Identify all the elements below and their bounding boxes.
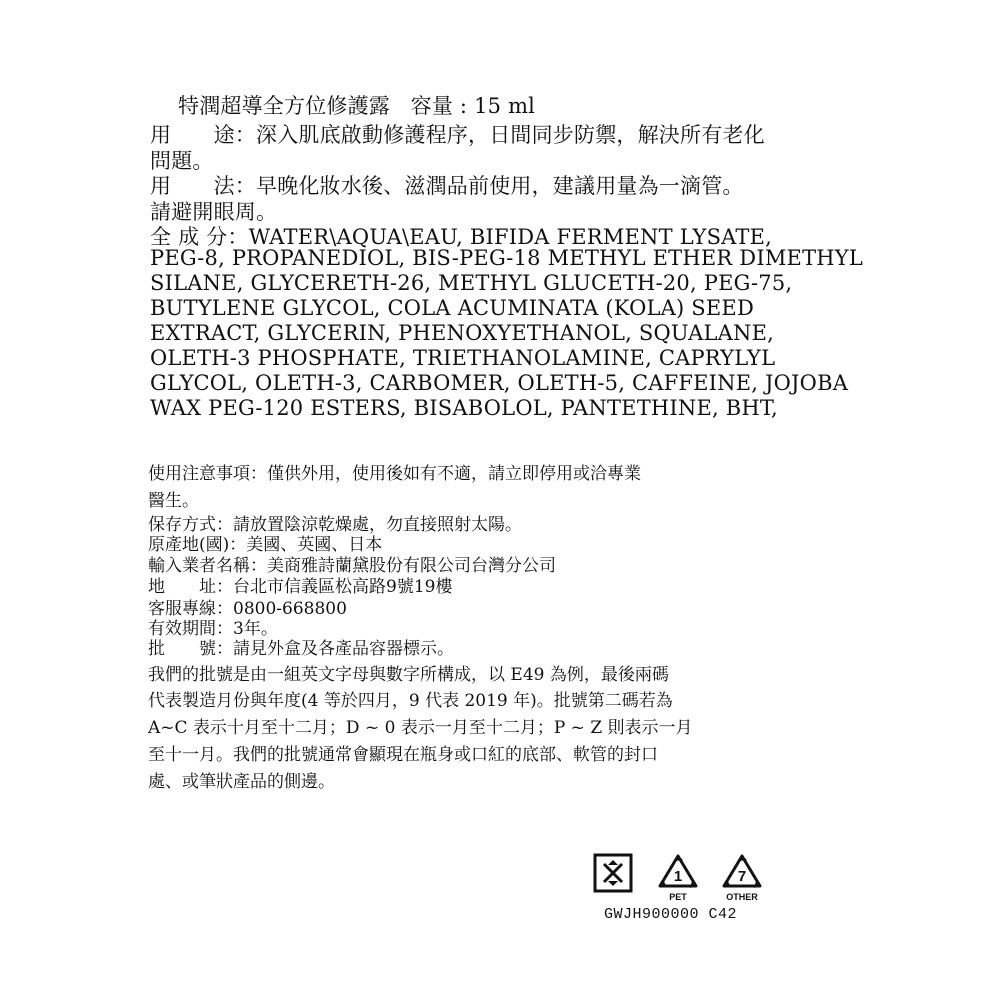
hotline-line: 客服專線：0800-668800 (148, 599, 347, 619)
usage-text: 深入肌底啟動修護程序，日間同步防禦，解決所有老化 (256, 123, 765, 147)
batch-explanation-line-4: 至十一月。我們的批號通常會顯現在瓶身或口紅的底部、軟管的封口 (148, 745, 658, 765)
capacity: 容量 : 15 ml (410, 94, 536, 118)
recycle-other-number: 7 (737, 868, 747, 885)
ingredients-line-6: OLETH-3 PHOSPHATE, TRIETHANOLAMINE, CAPRYLYL (150, 346, 776, 370)
ingredients-line-2: PEG-8, PROPANEDIOL, BIS-PEG-18 METHYL ETHER DIMETHYL (150, 246, 863, 270)
batch-line: 批 號：請見外盒及各產品容器標示。 (148, 639, 454, 659)
ingredients-label: 全 成 分： (150, 225, 249, 249)
recycle-pet-number: 1 (673, 868, 683, 885)
product-title-line (178, 90, 535, 120)
usage-label: 用 途： (150, 123, 256, 147)
ingredients-line-4: BUTYLENE GLYCOL, COLA ACUMINATA (KOLA) SEED (150, 296, 754, 320)
ingredients-line-8: WAX PEG-120 ESTERS, BISABOLOL, PANTETHINE, BHT, (150, 396, 778, 420)
product-name: 特潤超導全方位修護露 (178, 94, 390, 118)
method-line-2: 請避開眼周。 (150, 200, 278, 224)
method-label: 用 法： (150, 174, 256, 198)
batch-explanation-line-3: A~C 表示十月至十二月；D ~ 0 表示一月至十二月；P ~ Z 則表示一月 (148, 718, 693, 738)
ingredients-line-5: EXTRACT, GLYCERIN, PHENOXYETHANOL, SQUALANE, (150, 321, 774, 345)
origin-line: 原產地(國)：美國、英國、日本 (148, 535, 383, 555)
method-text: 早晚化妝水後、滋潤品前使用，建議用量為一滴管。 (256, 174, 744, 198)
batch-explanation-line-2: 代表製造月份與年度(4 等於四月，9 代表 2019 年)。批號第二碼若為 (148, 691, 673, 711)
recycle-box-icon (592, 852, 634, 894)
batch-explanation-line-5: 處、或筆狀產品的側邊。 (148, 772, 335, 792)
product-code: GWJH900000 C42 (604, 906, 738, 923)
shelf-life-line: 有效期間：3年。 (148, 619, 278, 639)
recycle-other-caption: OTHER (726, 892, 758, 902)
storage-line: 保存方式：請放置陰涼乾燥處，勿直接照射太陽。 (148, 515, 522, 535)
ingredients-line-7: GLYCOL, OLETH-3, CARBOMER, OLETH-5, CAFFEINE, JOJOBA (150, 371, 849, 395)
ingredients-text: WATER\AQUA\EAU, BIFIDA FERMENT LYSATE, (248, 225, 772, 249)
batch-explanation-line-1: 我們的批號是由一組英文字母與數字所構成，以 E49 為例，最後兩碼 (148, 665, 669, 685)
cautions-line-2: 醫生。 (148, 491, 199, 511)
usage-line-2: 問題。 (150, 149, 214, 173)
usage-line-1 (150, 119, 765, 149)
cautions-line-1: 使用注意事項：僅供外用，使用後如有不適，請立即停用或洽專業 (148, 464, 641, 484)
recycle-pet-icon (656, 852, 700, 902)
ingredients-line-3: SILANE, GLYCERETH-26, METHYL GLUCETH-20, PEG-75, (150, 271, 793, 295)
recycle-other-icon (720, 852, 764, 902)
address-line: 地 址：台北市信義區松高路9號19樓 (148, 577, 453, 597)
importer-line: 輸入業者名稱：美商雅詩蘭黛股份有限公司台灣分公司 (148, 556, 556, 576)
recycle-pet-caption: PET (669, 892, 687, 902)
